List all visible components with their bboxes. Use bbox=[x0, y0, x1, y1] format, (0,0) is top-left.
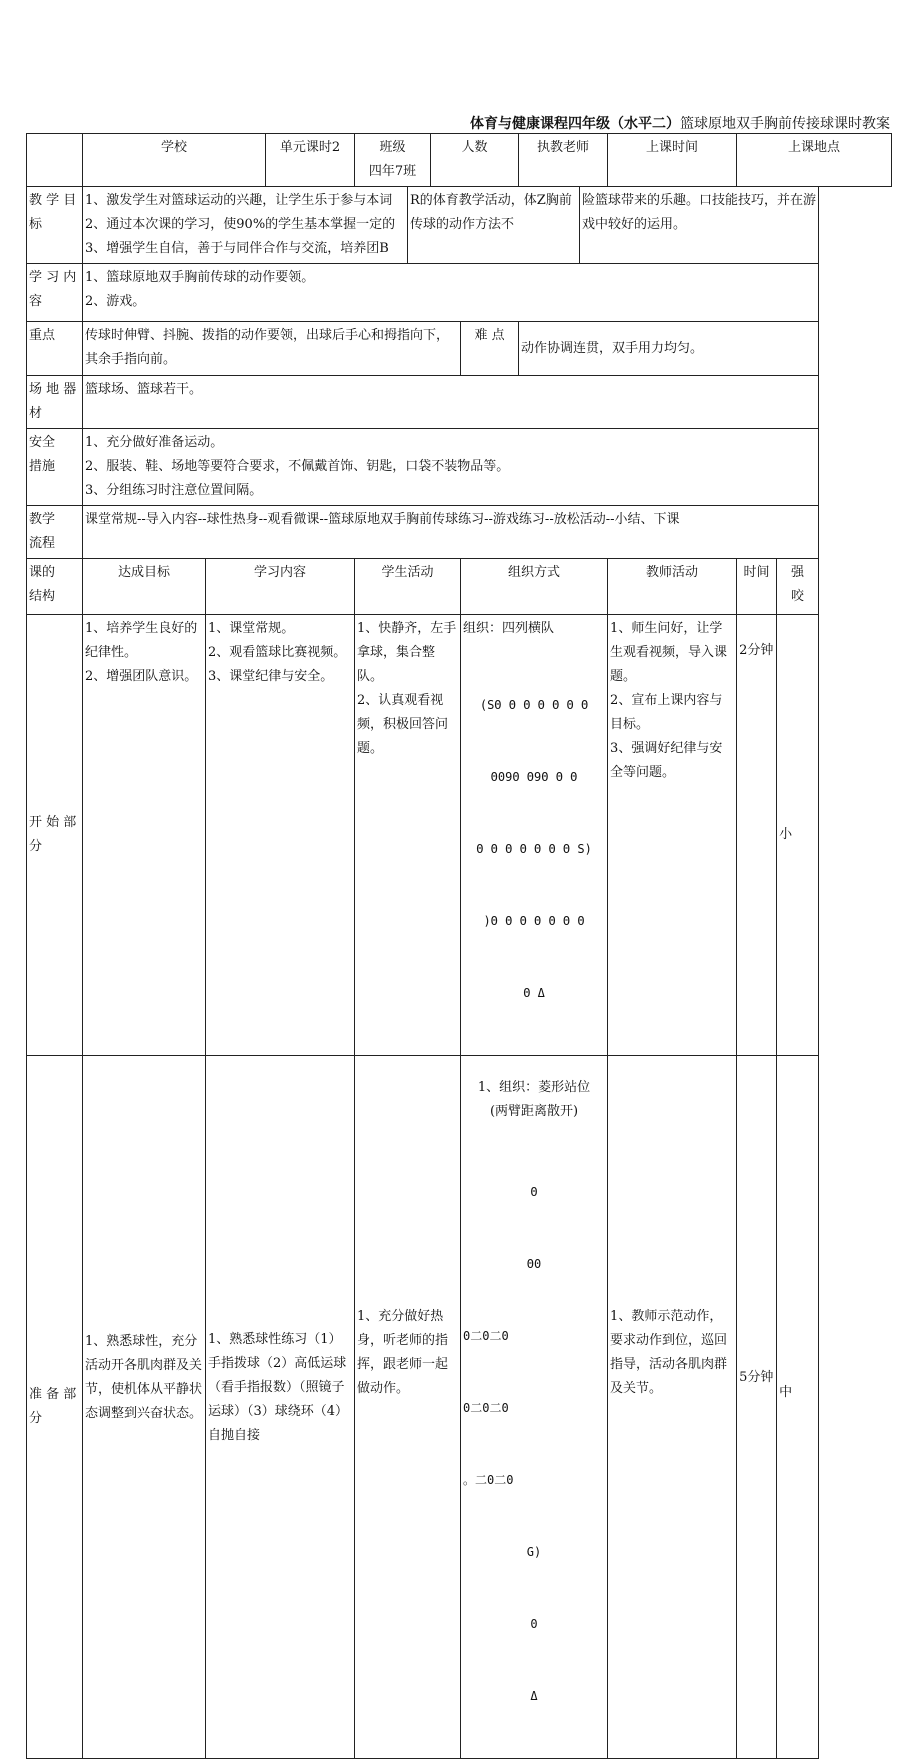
objectives-row bbox=[27, 187, 892, 264]
warmup-org-line-1: Θ bbox=[530, 1185, 538, 1199]
start-label: 开 始 部 分 bbox=[27, 615, 83, 1056]
start-teacher-1: 1、师生问好，让学生观看视频，导入课题。 bbox=[610, 621, 728, 684]
col-goal: 达成目标 bbox=[83, 559, 206, 615]
col-intensity-2: 咬 bbox=[791, 589, 805, 604]
header-empty bbox=[27, 134, 83, 187]
start-org-line-1: (SΘ Θ Θ Θ Θ Θ Θ bbox=[479, 698, 589, 712]
warmup-time: 5分钟 bbox=[737, 1056, 777, 1759]
col-content: 学习内容 bbox=[206, 559, 355, 615]
safety-row bbox=[27, 429, 892, 506]
col-org: 组织方式 bbox=[461, 559, 608, 615]
warmup-label: 准 备 部 分 bbox=[27, 1056, 83, 1759]
header-class bbox=[355, 134, 431, 187]
header-school: 学校 bbox=[83, 134, 266, 187]
col-time: 时间 bbox=[737, 559, 777, 615]
safety-text bbox=[83, 429, 819, 506]
document-title bbox=[300, 113, 890, 133]
start-content-1: 1、课堂常规。 bbox=[208, 621, 295, 636]
objectives-label: 教 学 目 标 bbox=[27, 187, 83, 264]
warmup-org-line-2: Θ0 bbox=[526, 1257, 542, 1271]
equipment-row bbox=[27, 376, 892, 429]
header-class-value: 四年7班 bbox=[368, 164, 417, 179]
start-student bbox=[355, 615, 461, 1056]
title-rest: 篮球原地双手胸前传接球课时教案 bbox=[680, 116, 890, 132]
warmup-org-line-5: 。二0二0 bbox=[463, 1473, 514, 1487]
warmup-org-line-6: G) bbox=[526, 1545, 542, 1559]
warmup-org-line-3: 0二0二0 bbox=[463, 1329, 509, 1343]
difficulty-label: 难 点 bbox=[461, 322, 519, 376]
warmup-org-line-7: 0 bbox=[530, 1617, 538, 1631]
objectives-col1: 1、激发学生对篮球运动的兴趣，让学生乐于参与本词2、通过本次课的学习，使90%的学生基本掌握一定的3、增强学生自信，善于与同伴合作与交流，培养团B bbox=[83, 187, 408, 264]
start-org-line-3: Θ Θ Θ Θ Θ Θ Θ S) bbox=[476, 842, 592, 856]
focus-row bbox=[27, 322, 892, 376]
warmup-org-diagram bbox=[463, 1132, 605, 1756]
header-teacher: 执教老师 bbox=[519, 134, 608, 187]
safety-label bbox=[27, 429, 83, 506]
equipment-text: 篮球场、篮球若干。 bbox=[83, 376, 819, 429]
content-row bbox=[27, 264, 892, 322]
start-section-row bbox=[27, 615, 892, 1056]
warmup-org-subtitle: (两臂距离散开) bbox=[489, 1104, 579, 1119]
content-line-1: 1、篮球原地双手胸前传球的动作要领。 bbox=[85, 270, 315, 285]
col-intensity-1: 强 bbox=[791, 565, 805, 580]
start-goal-2: 2、增强团队意识。 bbox=[85, 669, 198, 684]
focus-text: 传球时伸臂、抖腕、拨指的动作要领，出球后手心和拇指向下，其余手指向前。 bbox=[83, 322, 461, 376]
header-count: 人数 bbox=[431, 134, 519, 187]
focus-label: 重点 bbox=[27, 322, 83, 376]
start-content-2: 2、观看篮球比赛视频。 bbox=[208, 645, 347, 660]
start-teacher bbox=[608, 615, 737, 1056]
start-time: 2分钟 bbox=[737, 615, 777, 1056]
equipment-label: 场 地 器 材 bbox=[27, 376, 83, 429]
flow-row bbox=[27, 506, 892, 559]
col-structure-1: 课的 bbox=[29, 565, 56, 580]
lesson-plan-table bbox=[26, 133, 892, 1759]
warmup-org bbox=[461, 1056, 608, 1759]
col-intensity bbox=[777, 559, 819, 615]
start-org-line-2: Θ09Θ Θ9Θ Θ Θ bbox=[490, 770, 578, 784]
start-student-1: 1、快静齐，左手拿球，集合整队。 bbox=[357, 621, 457, 684]
start-goal bbox=[83, 615, 206, 1056]
objectives-col2: R的体育教学活动，体Z胸前传球的动作方法不 bbox=[408, 187, 580, 264]
header-place: 上课地点 bbox=[737, 134, 892, 187]
start-teacher-3: 3、强调好纪律与安全等问题。 bbox=[610, 741, 723, 780]
start-org-diagram bbox=[463, 645, 605, 1053]
start-student-2: 2、认真观看视频，积极回答问题。 bbox=[357, 693, 449, 756]
start-goal-1: 1、培养学生良好的纪律性。 bbox=[85, 621, 198, 660]
content-text bbox=[83, 264, 819, 322]
warmup-goal: 1、熟悉球性，充分活动开各肌肉群及关节，使机体从平静状态调整到兴奋状态。 bbox=[83, 1056, 206, 1759]
header-time: 上课时间 bbox=[608, 134, 737, 187]
safety-label-1: 安全 bbox=[29, 435, 56, 450]
warmup-section-row bbox=[27, 1056, 892, 1759]
warmup-student: 1、充分做好热身，听老师的指挥，跟老师一起做动作。 bbox=[355, 1056, 461, 1759]
safety-label-2: 措施 bbox=[29, 459, 56, 474]
flow-label-2: 流程 bbox=[29, 536, 56, 551]
start-content-3: 3、课堂纪律与安全。 bbox=[208, 669, 334, 684]
difficulty-text: 动作协调连贯，双手用力均匀。 bbox=[519, 322, 819, 376]
col-structure-2: 结构 bbox=[29, 589, 56, 604]
content-label: 学 习 内 容 bbox=[27, 264, 83, 322]
start-org-line-4: )Θ Θ Θ Θ Θ Θ Θ bbox=[483, 914, 585, 928]
header-class-label: 班级 bbox=[379, 140, 406, 155]
objectives-col3: 险篮球带来的乐趣。口技能技巧，并在游戏中较好的运用。 bbox=[580, 187, 819, 264]
title-bold: 体育与健康课程四年级（水平二） bbox=[470, 116, 680, 132]
warmup-org-line-4: 0二0二0 bbox=[463, 1401, 509, 1415]
flow-text: 课堂常规--导入内容--球性热身--观看微课--篮球原地双手胸前传球练习--游戏练习--放松活动--小结、下课 bbox=[83, 506, 819, 559]
flow-label-1: 教学 bbox=[29, 512, 56, 527]
warmup-teacher: 1、教师示范动作，要求动作到位，巡回指导，活动各肌肉群及关节。 bbox=[608, 1056, 737, 1759]
warmup-content: 1、熟悉球性练习（1）手指拨球（2）高低运球（看手指报数）（照镜子运球）（3）球绕环（4）自抛自接 bbox=[206, 1056, 355, 1759]
flow-label bbox=[27, 506, 83, 559]
start-teacher-2: 2、宣布上课内容与目标。 bbox=[610, 693, 723, 732]
col-student: 学生活动 bbox=[355, 559, 461, 615]
warmup-intensity: 中 bbox=[777, 1056, 819, 1759]
start-intensity: 小 bbox=[777, 615, 819, 1056]
start-content bbox=[206, 615, 355, 1056]
col-teacher: 教师活动 bbox=[608, 559, 737, 615]
warmup-org-line-8: Δ bbox=[530, 1689, 538, 1703]
start-org-title: 组织：四列横队 bbox=[463, 621, 555, 636]
safety-line-1: 1、充分做好准备运动。 bbox=[85, 435, 224, 450]
warmup-org-title: 1、组织：菱形站位 bbox=[477, 1080, 591, 1095]
safety-line-3: 3、分组练习时注意位置间隔。 bbox=[85, 483, 263, 498]
header-unit-lesson: 单元课时2 bbox=[266, 134, 355, 187]
content-line-2: 2、游戏。 bbox=[85, 294, 146, 309]
safety-line-2: 2、服装、鞋、场地等要符合要求，不佩戴首饰、钥匙，口袋不装物品等。 bbox=[85, 459, 510, 474]
header-row bbox=[27, 134, 892, 187]
start-org-line-5: Θ Δ bbox=[523, 986, 545, 1000]
start-org bbox=[461, 615, 608, 1056]
col-structure bbox=[27, 559, 83, 615]
columns-row bbox=[27, 559, 892, 615]
